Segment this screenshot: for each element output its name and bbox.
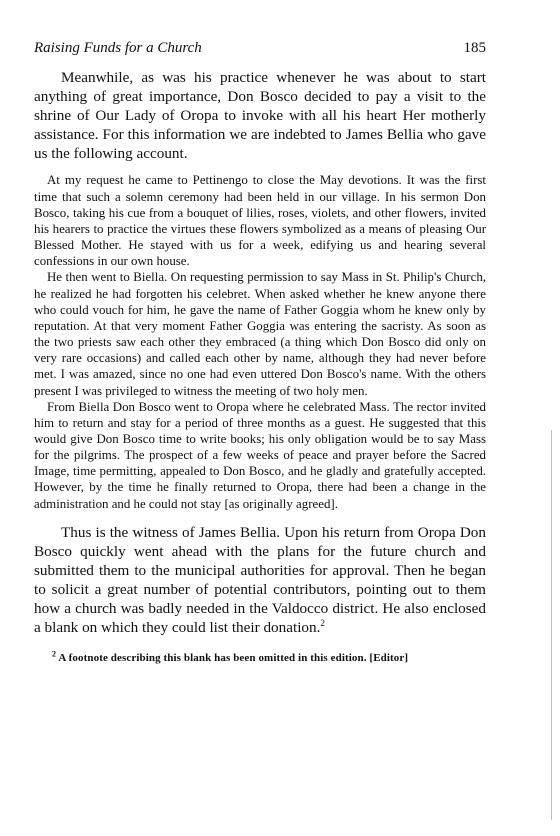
- chapter-title: Raising Funds for a Church: [34, 40, 202, 56]
- footnote: [34, 651, 486, 665]
- footnote-marker: 2: [52, 649, 57, 659]
- footnote-text: A footnote describing this blank has been omitted in this edition. [Editor]: [58, 652, 409, 665]
- quote-paragraph-3: From Biella Don Bosco went to Oropa where he celebrated Mass. The rector invited him to return and stay for a period of three months as a guest. He suggested that this would give Don Bosco time to write books; his only obligation would be to say Mass for the pilgrims. The prospect of a few weeks of peace and prayer before the Sacred Image, time permitting, appealed to Don Bosco, and he gladly and gratefully accepted. However, by the time he finally returned to Oropa, there had been a change in the administration and he could not stay [as originally agreed].: [34, 399, 486, 511]
- body-text: [34, 68, 486, 665]
- page-number: 185: [463, 40, 486, 56]
- quote-paragraph-1: At my request he came to Pettinengo to close the May devotions. It was the first time that such a solemn ceremony had been held in our village. In his sermon Don Bosco, taking his cue from a bouquet of lilies, roses, violets, and other flowers, invited his hearers to practice the virtues these flowers symbolized as a means of pleasing Our Blessed Mother. He stayed with us for a week, edifying us and hearing several confessions in our own house.: [34, 173, 486, 269]
- intro-paragraph: Meanwhile, as was his practice whenever he was about to start anything of great importance, Don Bosco decided to pay a visit to the shrine of Our Lady of Oropa to invoke with all his heart Her motherly assistance. For this information we are indebted to James Bellia who gave us the following account.: [34, 69, 486, 163]
- quote-paragraph-2: He then went to Biella. On requesting permission to say Mass in St. Philip's Church, he realized he had forgotten his celebret. When asked whether he knew anyone there who could vouch for him, he gave the name of Father Goggia whom he knew only by reputation. At that very moment Father Goggia was entering the sacristy. As soon as the two priests saw each other they embraced (a thing which Don Bosco did only on very rare occasions) and called each other by name, although they had never before met. I was amazed, since no one had even uttered Don Bosco's name. With the others present I was privileged to witness the meeting of two holy men.: [34, 270, 486, 398]
- page-edge-shadow: [551, 430, 552, 820]
- footnote-reference: 2: [320, 618, 325, 629]
- quoted-account: [34, 172, 486, 511]
- closing-paragraph-text: Thus is the witness of James Bellia. Upon his return from Oropa Don Bosco quickly went ahead with the plans for the future church and submitted them to the municipal authorities for approval. Then he began to solicit a great number of potential contributors, pointing out to them how a church was badly needed in the Valdocco district. He also enclosed a blank on which they could list their donation.: [34, 523, 486, 637]
- closing-paragraph: [34, 523, 486, 638]
- running-head: [34, 40, 486, 57]
